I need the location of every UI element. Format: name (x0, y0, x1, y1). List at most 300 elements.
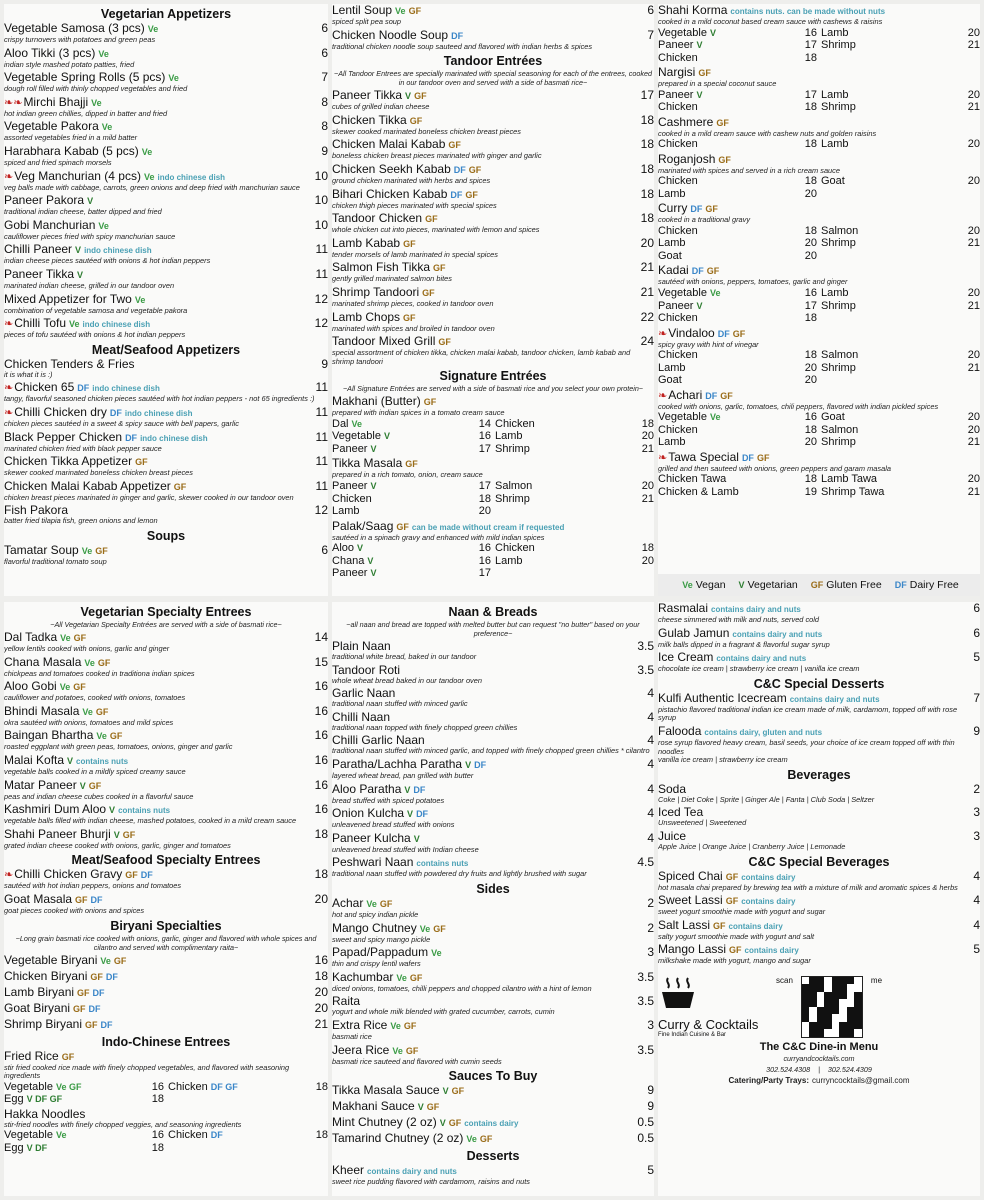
item-description: gently grilled marinated salmon bites (332, 274, 452, 284)
item-description: stir fried cooked rice made with finely chopped vegetables, and flavored with seasoning ingredients (4, 1062, 290, 1081)
menu-item-row (4, 96, 328, 110)
item-price: 4 (647, 756, 654, 771)
protein-price: 17 (804, 299, 817, 312)
diet-tag: GF (135, 457, 148, 468)
menu-item-title (4, 1050, 328, 1064)
menu-item-title (4, 729, 302, 743)
item-price: 18 (314, 968, 328, 983)
menu-item-title (4, 970, 302, 984)
menu-item-row (658, 153, 980, 167)
item-name: Ice Cream (658, 650, 714, 665)
menu-item-row (4, 828, 328, 842)
diet-tag: GF (173, 481, 187, 492)
item-name: Salt Lassi (658, 917, 711, 932)
menu-item-title (658, 602, 954, 616)
menu-item (332, 687, 654, 709)
protein-price: 21 (967, 101, 980, 114)
protein-name: Lamb (495, 554, 523, 567)
menu-item-row (332, 1116, 654, 1130)
item-name: Aloo Gobi (4, 679, 57, 694)
item-name: Lamb Chops (332, 309, 401, 324)
item-description: sweet rice pudding flavored with cardamom, raisins and nuts (332, 1177, 531, 1187)
item-name: Matar Paneer (4, 777, 77, 792)
protein-cell (332, 493, 465, 506)
item-name: Chilli Paneer (4, 242, 73, 257)
menu-item-title (332, 138, 628, 152)
protein-price: 21 (967, 299, 980, 312)
protein-grid (658, 175, 980, 200)
protein-cell (632, 418, 654, 431)
menu-item (332, 29, 654, 52)
item-price: 16 (314, 777, 328, 792)
protein-grid (658, 138, 980, 151)
menu-item-row (4, 754, 328, 768)
item-price: 8 (321, 94, 328, 109)
menu-item-title (658, 202, 980, 216)
protein-price: 20 (967, 349, 980, 362)
protein-price: 18 (641, 417, 654, 430)
section-note: ~all naan and bread are topped with melted butter but can request "no butter" based on your preference~ (346, 620, 640, 638)
menu-item-title (658, 725, 954, 739)
item-name: Rasmalai (658, 602, 709, 615)
protein-cell (658, 362, 791, 375)
diet-tag: V (696, 300, 703, 311)
chili-icon: ❧ (658, 327, 668, 340)
diet-tag: GF (433, 923, 446, 934)
protein-price: 18 (804, 224, 817, 237)
item-description: skewer cooked marinated boneless chicken breast pieces (332, 126, 521, 136)
column-appetizers (4, 4, 328, 596)
menu-item-title (658, 627, 954, 641)
diet-tag: GF (409, 972, 423, 983)
diet-tag: GF (448, 1118, 462, 1129)
item-description: Unsweetened | Sweetened (658, 818, 747, 828)
diet-tag: GF (88, 780, 102, 791)
diet-tag: Ve (96, 731, 107, 742)
menu-item (658, 202, 980, 262)
menu-item-title (332, 1100, 628, 1114)
item-description: it is what it is :) (4, 369, 53, 379)
protein-cell (958, 175, 980, 188)
protein-grid (658, 287, 980, 325)
protein-cell (632, 567, 654, 580)
protein-name: Goat (658, 374, 682, 387)
menu-item-title (658, 389, 980, 403)
menu-item-row (332, 1132, 654, 1146)
protein-name: Vegetable (4, 1129, 53, 1142)
menu-item (4, 1108, 328, 1155)
diet-tag: GF (705, 204, 718, 215)
protein-name: Salmon (821, 349, 859, 362)
menu-item (4, 22, 328, 45)
menu-item-title (332, 457, 654, 471)
item-price: 16 (314, 679, 328, 694)
item-name: Curry (658, 201, 688, 216)
menu-item (4, 828, 328, 851)
item-name: Jeera Rice (332, 1042, 390, 1057)
item-note: indo chinese dish (82, 320, 151, 330)
diet-tag: DF (717, 328, 730, 339)
protein-cell (795, 374, 817, 387)
item-name: Fried Rice (4, 1048, 59, 1063)
menu-item-row (4, 779, 328, 793)
menu-item-row (4, 219, 328, 233)
protein-cell (821, 175, 954, 188)
item-note: can be made without cream if requested (411, 522, 565, 532)
protein-cell (795, 250, 817, 263)
column-breads-sides (332, 602, 654, 1196)
protein-price: 21 (967, 436, 980, 449)
protein-cell (795, 138, 817, 151)
item-name: Juice (658, 828, 687, 843)
protein-cell (168, 1093, 302, 1106)
menu-item (4, 656, 328, 679)
item-price: 11 (315, 404, 328, 419)
protein-grid (4, 1129, 328, 1154)
protein-price: 16 (804, 26, 817, 39)
chili-icon: ❧ (4, 318, 14, 331)
diet-tag: GF (77, 987, 90, 998)
menu-item-title (332, 212, 628, 226)
protein-name: Goat (658, 249, 682, 262)
protein-cell (821, 52, 954, 65)
phone-numbers: 302.524.4308 | 302.524.4309 (766, 1064, 872, 1074)
menu-item (4, 268, 328, 291)
diet-tag: Ve (91, 97, 102, 108)
diet-tag: V (696, 89, 703, 100)
item-price: 6 (321, 45, 328, 60)
menu-item-title (332, 922, 628, 936)
protein-name: Shrimp (821, 361, 856, 374)
item-price: 16 (314, 802, 328, 817)
section-title: Naan & Breads (448, 605, 538, 619)
item-name: Falooda (658, 723, 702, 738)
menu-item-row (4, 145, 328, 159)
protein-cell (495, 418, 628, 431)
section-note: ~Long grain basmati rice cooked with onions, garlic, ginger and flavored with whole spices and cilantro and served with complimentary raita~ (15, 933, 317, 952)
qr-code[interactable] (801, 976, 863, 1038)
website[interactable]: curryandcocktails.com (783, 1053, 855, 1063)
item-name: Kheer (332, 1163, 365, 1178)
protein-price: 20 (967, 224, 980, 237)
protein-cell (795, 349, 817, 362)
item-note: indo chinese dish (157, 172, 226, 182)
item-name: Tikka Masala Sauce (332, 1083, 440, 1098)
menu-item (658, 830, 980, 852)
diet-tag: GF (451, 1086, 465, 1097)
protein-grid (658, 89, 980, 114)
item-price: 16 (314, 728, 328, 743)
diet-tag: V (738, 580, 745, 590)
menu-item (658, 264, 980, 324)
item-description: prepared in a special coconut sauce (658, 79, 777, 89)
item-price: 4 (973, 893, 980, 908)
diet-tag: DF (474, 759, 487, 770)
item-price: 0.5 (637, 1131, 654, 1146)
menu-item-row (4, 47, 328, 61)
item-note: contains dairy and nuts (716, 654, 807, 664)
protein-price: 14 (478, 417, 491, 430)
diet-tag: Ve (141, 146, 153, 157)
item-description: basmati rice sauteed and flavored with cumin seeds (332, 1056, 502, 1066)
menu-item-row (4, 803, 328, 817)
item-name: Dal Tadka (4, 630, 58, 644)
protein-name: Paneer (332, 480, 368, 492)
item-name: Onion Kulcha (332, 806, 405, 821)
menu-item-title (332, 1116, 628, 1130)
item-price: 16 (314, 703, 328, 718)
protein-cell (142, 1129, 164, 1142)
item-note: contains nuts (118, 806, 171, 816)
menu-item-row (332, 1084, 654, 1098)
item-price: 7 (973, 690, 980, 705)
menu-item (4, 1002, 328, 1016)
item-name: Vegetable Spring Rolls (5 pcs) (4, 70, 166, 85)
menu-item (332, 897, 654, 920)
menu-item (4, 779, 328, 802)
diet-tag: Ve (396, 972, 407, 983)
item-description: marinated shrimp pieces, cooked in tandoor oven (332, 298, 494, 308)
diet-tag: GF (423, 397, 437, 408)
menu-item-title (332, 832, 628, 846)
menu-item-row (4, 71, 328, 85)
menu-item-title (4, 170, 302, 184)
menu-item (332, 1116, 654, 1130)
protein-cell (469, 555, 491, 568)
item-name: Hakka Noodles (4, 1106, 86, 1121)
item-price: 18 (640, 161, 654, 176)
item-description: chicken pieces sautéed in a sweet & spicy sauce with bell papers, garlic (4, 418, 239, 428)
item-name: Chicken 65 (14, 380, 75, 395)
protein-price: 21 (967, 39, 980, 52)
protein-name: Shrimp (821, 436, 856, 449)
menu-item (658, 153, 980, 201)
item-description: Coke | Diet Coke | Sprite | Ginger Ale | Fanta | Club Soda | Seltzer (658, 794, 875, 804)
diet-tag: DF (100, 1019, 113, 1030)
protein-cell (958, 411, 980, 424)
protein-name: Lamb (821, 287, 849, 300)
item-description: marinated chicken fried with black pepper sauce (4, 443, 162, 453)
protein-name: Chicken (658, 312, 698, 325)
item-description: special assortment of chicken tikka, chicken malai kabab, tandoor chicken, lamb kabab and shrimp tandoori (332, 348, 631, 366)
menu-item-title (658, 66, 980, 80)
protein-cell (658, 138, 791, 151)
menu-item-row (658, 692, 980, 706)
diet-tag: Ve (366, 898, 377, 909)
section-title: Desserts (466, 1149, 520, 1164)
menu-item (658, 627, 980, 650)
item-description: veg balls made with cabbage, carrots, green onions and deep fried with manchurian sauce (4, 182, 300, 192)
menu-item-row (4, 705, 328, 719)
diet-tag: Ve (709, 288, 721, 299)
column-signature-continued (658, 4, 980, 596)
menu-item-row (332, 783, 654, 797)
diet-tag: V (383, 431, 390, 442)
protein-cell (958, 52, 980, 65)
item-price: 9 (321, 143, 328, 158)
item-description: roasted eggplant with green peas, tomatoes, onions, ginger and garlic (4, 742, 233, 752)
menu-item-row (658, 651, 980, 665)
diet-tag: Ve (419, 923, 431, 934)
item-name: Vegetable Pakora (4, 119, 99, 134)
protein-cell (795, 101, 817, 114)
item-price: 4 (647, 830, 654, 845)
item-description: vegetable balls cooked in a mildly spiced creamy sauce (4, 766, 186, 776)
menu-item (4, 96, 328, 119)
menu-item-title (4, 219, 302, 233)
item-price: 4 (647, 686, 654, 701)
menu-item (4, 631, 328, 654)
item-description: traditional chicken noodle soup sauteed and flavored with indian herbs & spices (332, 41, 593, 51)
protein-name: Lamb (332, 505, 360, 517)
protein-cell (658, 300, 791, 313)
protein-name: Lamb (658, 361, 686, 374)
item-name: Gulab Jamun (658, 625, 730, 640)
item-note: contains dairy, gluten and nuts (704, 727, 823, 737)
protein-cell (958, 300, 980, 313)
legend-item (679, 579, 725, 591)
legend-label: Gluten Free (826, 579, 882, 591)
catering-email[interactable]: curryncocktails@gmail.com (812, 1075, 910, 1085)
menu-item-row (332, 286, 654, 300)
protein-cell (495, 567, 628, 580)
menu-item (658, 870, 980, 893)
menu-item (4, 504, 328, 526)
diet-tag: GF (465, 189, 478, 200)
protein-cell (821, 486, 954, 499)
protein-price: 16 (478, 554, 491, 567)
menu-item-title (332, 163, 628, 177)
protein-cell (658, 287, 791, 300)
menu-item (4, 1050, 328, 1106)
item-description: grated indian cheese cooked with onions, garlic, ginger and tomatoes (4, 840, 231, 850)
protein-cell (332, 430, 465, 443)
protein-cell (495, 443, 628, 456)
item-name: Paneer Tikka (4, 266, 75, 281)
menu-item (658, 451, 980, 499)
diet-tag: V (357, 543, 364, 554)
protein-price: 16 (151, 1129, 164, 1142)
item-name: Makhani (Butter) (332, 394, 421, 409)
protein-cell (821, 349, 954, 362)
item-name: Chilli Naan (332, 709, 391, 724)
protein-name: Chicken (495, 417, 535, 430)
item-description: sautéed with onions, peppers, tomatoes, garlic and ginger (658, 277, 848, 287)
protein-name: Lamb (495, 430, 523, 443)
item-description: cooked with onions, garlic, tomatoes, chili peppers, flavored with indian pickled spices (658, 401, 939, 411)
legend-label: Dairy Free (909, 579, 959, 591)
item-description: layered wheat bread, pan grilled with butter (332, 770, 474, 780)
protein-cell (632, 493, 654, 506)
protein-cell (495, 542, 628, 555)
protein-name: Vegetable (658, 26, 707, 39)
protein-grid (658, 349, 980, 387)
item-price: 5 (973, 942, 980, 957)
item-name: Palak/Saag (332, 518, 394, 533)
menu-item-row (658, 725, 980, 739)
protein-cell (958, 362, 980, 375)
diet-tag: V (709, 27, 716, 38)
protein-name: Chicken (658, 423, 698, 436)
protein-price: 18 (478, 492, 491, 505)
menu-item (332, 212, 654, 235)
menu-item (332, 89, 654, 112)
item-price: 3 (973, 828, 980, 843)
protein-name: Paneer (332, 442, 368, 455)
diet-tag: Ve (81, 545, 93, 556)
item-price: 6 (973, 602, 980, 615)
menu-item (4, 455, 328, 478)
protein-cell (658, 27, 791, 40)
menu-item-row (4, 194, 328, 208)
protein-cell (332, 505, 465, 518)
menu-item-title (4, 779, 302, 793)
protein-cell (469, 493, 491, 506)
item-description: tender morsels of lamb marinated in special spices (332, 249, 498, 259)
menu-item-title (658, 783, 954, 796)
menu-item (4, 219, 328, 242)
protein-name: Egg (4, 1093, 24, 1106)
menu-item-title (658, 327, 980, 341)
item-name: Gobi Manchurian (4, 217, 96, 232)
item-price: 4 (973, 917, 980, 932)
menu-item-row (332, 89, 654, 103)
menu-item (4, 544, 328, 567)
brand-block (658, 976, 980, 1038)
item-name: Chicken Tikka (332, 112, 407, 127)
menu-item-title (332, 1044, 628, 1058)
protein-cell (821, 424, 954, 437)
item-price: 5 (647, 1163, 654, 1178)
menu-item-row (332, 897, 654, 911)
diet-tag: GF (403, 1020, 417, 1031)
protein-cell (658, 175, 791, 188)
protein-cell (958, 89, 980, 102)
item-price: 4 (973, 868, 980, 883)
item-note: indo chinese dish (92, 384, 160, 394)
diet-legend (658, 574, 980, 596)
section-title: Sides (476, 881, 510, 896)
item-description: yogurt and whole milk blended with grated cucumber, carrots, cumin (332, 1007, 555, 1017)
item-price: 11 (315, 242, 328, 257)
item-description: spiced split pea soup (332, 17, 402, 26)
protein-cell (958, 27, 980, 40)
protein-name: Chicken (332, 492, 372, 505)
protein-price: 21 (967, 237, 980, 250)
diet-tag: DF (451, 30, 464, 41)
menu-item-row (332, 758, 654, 772)
diet-tag: Ve GF (55, 1081, 82, 1092)
diet-tag: DF (210, 1130, 223, 1141)
protein-cell (306, 1142, 328, 1155)
item-name: Chicken Malai Kabab (332, 137, 446, 152)
item-price: 2 (973, 781, 980, 796)
item-name: Mango Chutney (332, 920, 417, 935)
protein-price: 20 (967, 411, 980, 424)
item-description: milkshake made with yogurt, mango and sugar (658, 956, 811, 966)
diet-tag: GF (396, 521, 409, 532)
protein-cell (658, 486, 791, 499)
protein-name: Vegetable (332, 430, 381, 443)
item-name: Salmon Fish Tikka (332, 260, 431, 275)
section-note: ~All Tandoor Entrees are specially marinated with special seasoning for each of the entrees, cooked in our tandoor oven and served with a side of basmati rice~ (334, 69, 652, 88)
protein-cell (658, 101, 791, 114)
item-name: Goat Biryani (4, 1000, 71, 1015)
menu-item-row (4, 544, 328, 558)
item-description: salty yogurt smoothie made with yogurt and salt (658, 931, 815, 941)
item-price: 12 (314, 503, 328, 518)
item-description: yellow lentils cooked with onions, garlic and ginger (4, 644, 170, 653)
